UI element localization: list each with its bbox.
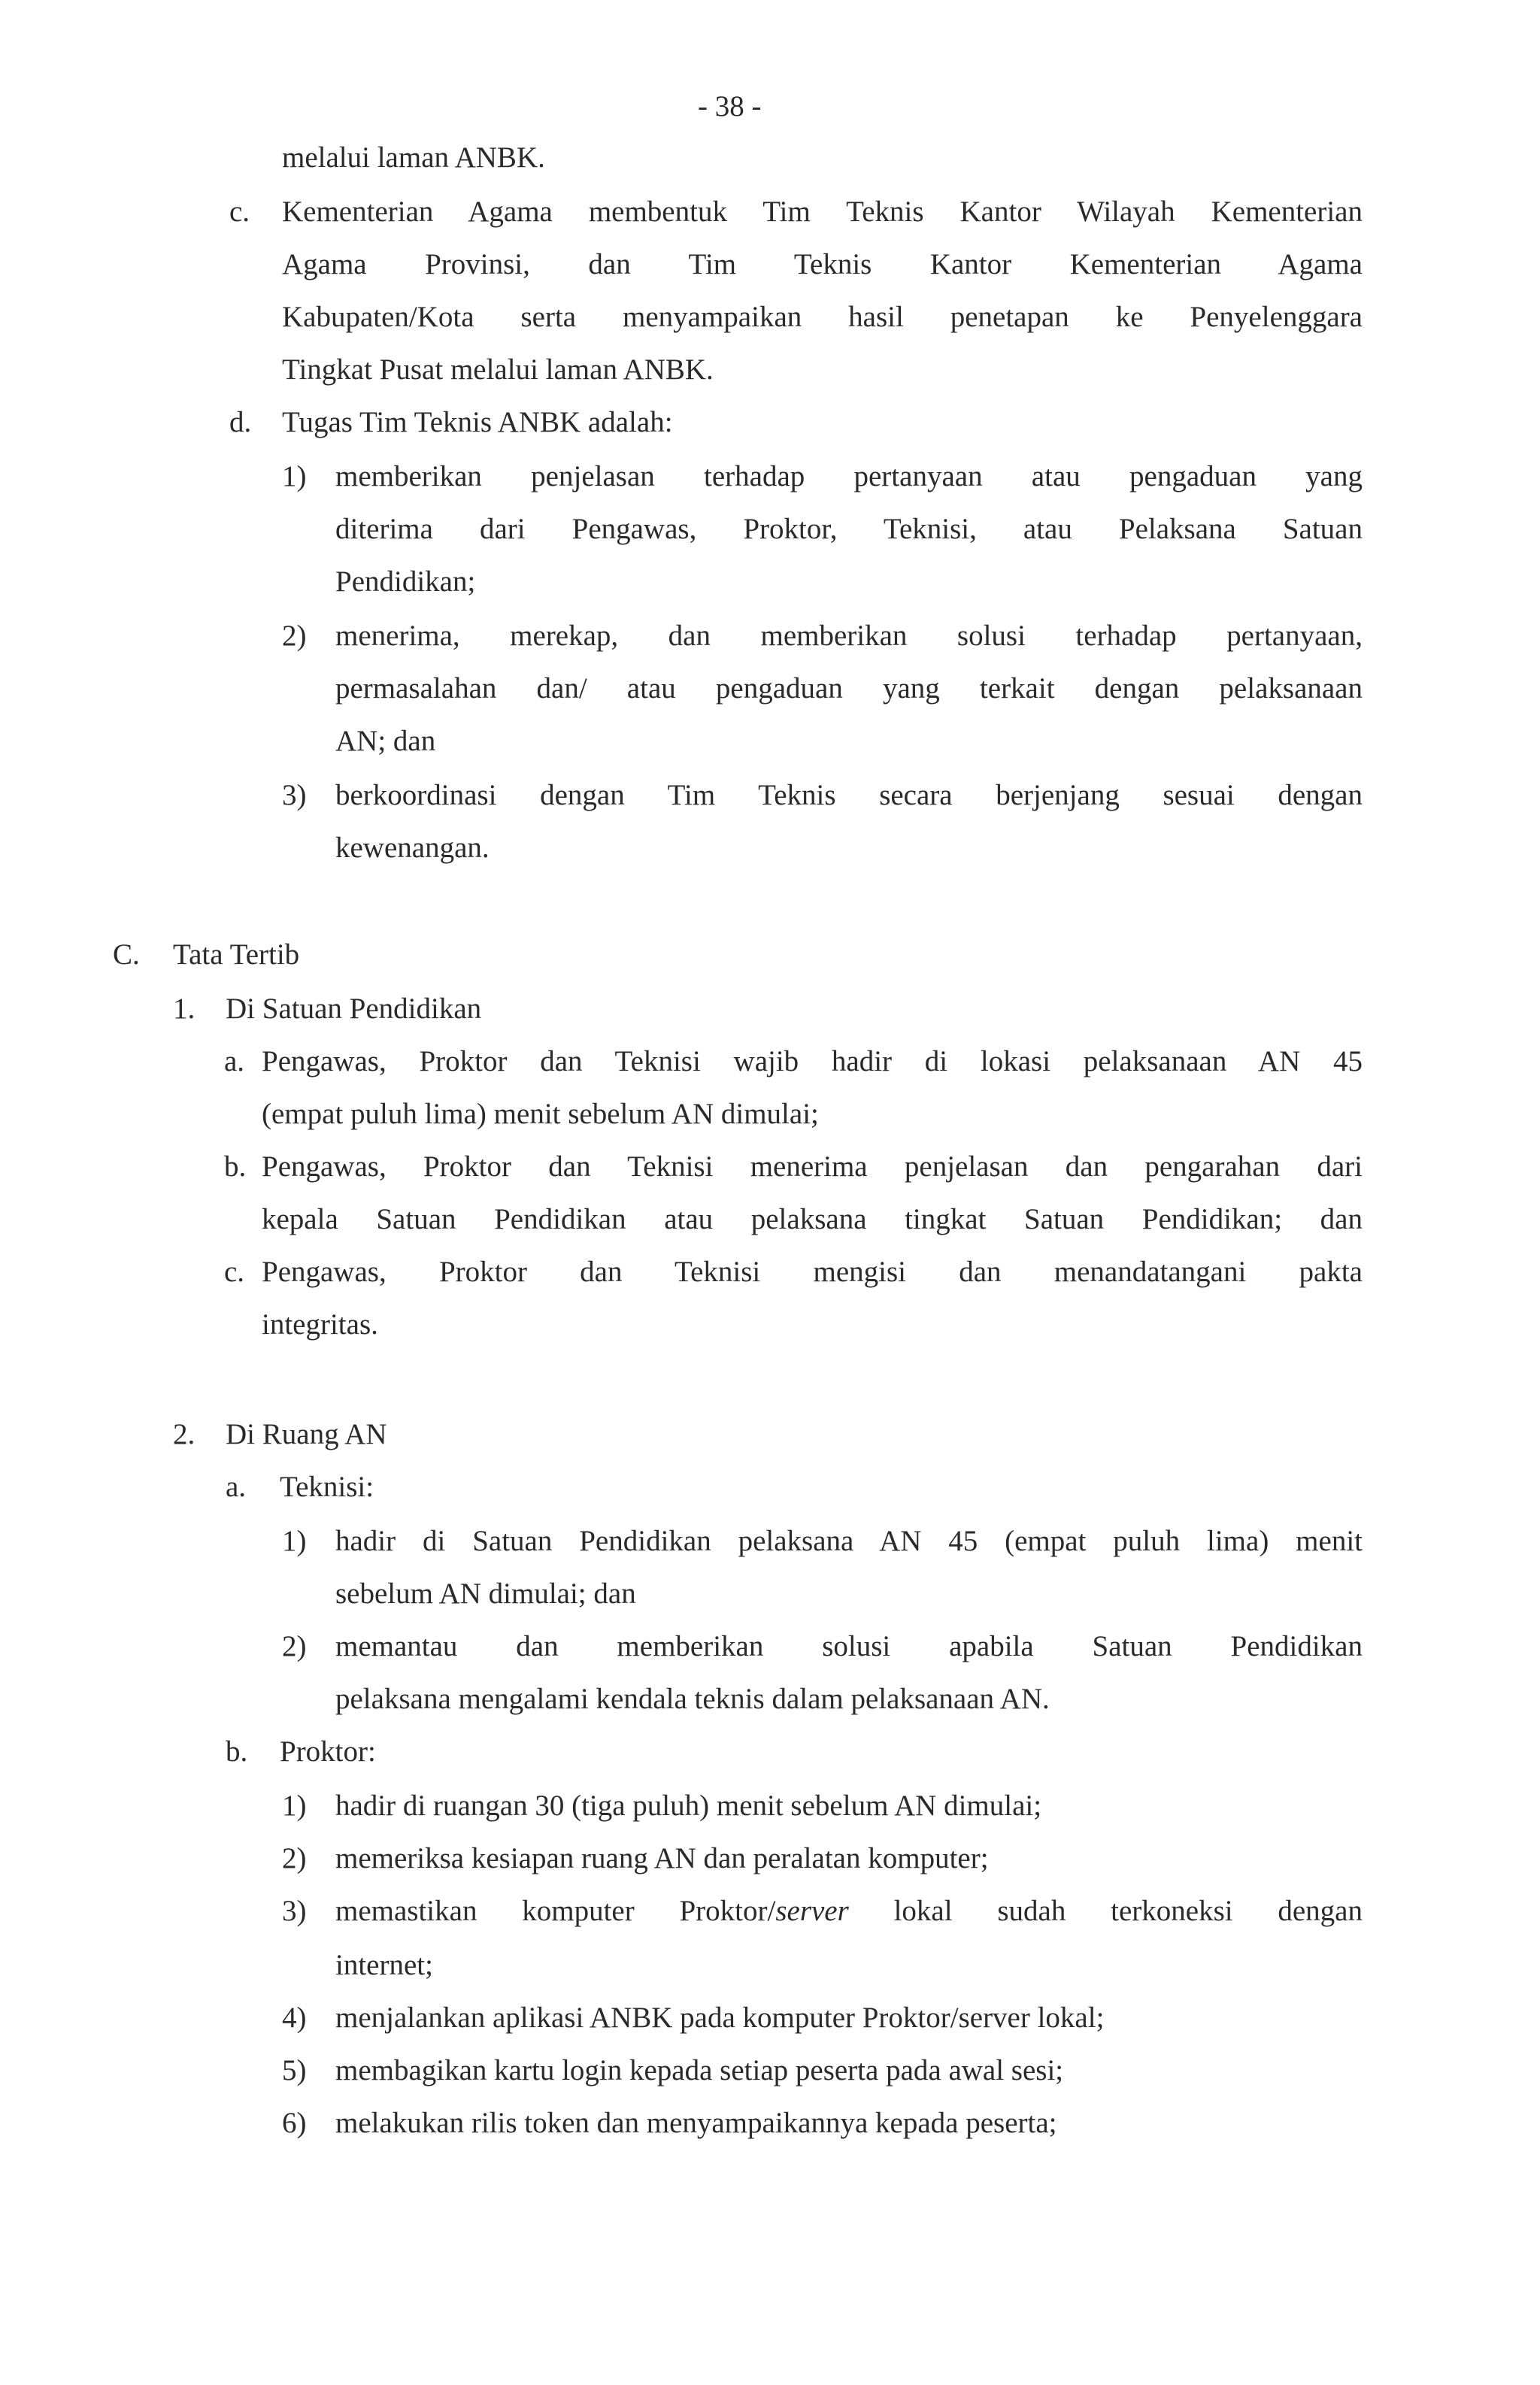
text-line: Pengawas, Proktor dan Teknisi wajib hadir di lokasi pelaksanaan AN 45: [262, 1045, 1363, 1077]
list-marker-1c: c.: [224, 1256, 245, 1288]
text-line: [335, 1896, 1363, 1926]
text-line: Pengawas, Proktor dan Teknisi menerima penjelasan dan pengarahan dari: [262, 1150, 1363, 1183]
list-marker-d: d.: [229, 406, 252, 438]
section-marker-C: C.: [113, 938, 140, 971]
list-marker-2a1: 1): [282, 1525, 307, 1557]
text-line: Kabupaten/Kota serta menyampaikan hasil penetapan ke Penyelenggara: [282, 301, 1363, 333]
list-marker-1b: b.: [224, 1150, 247, 1183]
section-heading: Tata Tertib: [173, 938, 300, 971]
list-marker-2b: b.: [226, 1735, 248, 1768]
text-line: memeriksa kesiapan ruang AN dan peralatan komputer;: [335, 1842, 989, 1874]
text-line: permasalahan dan/ atau pengaduan yang terkait dengan pelaksanaan: [335, 672, 1363, 705]
text-line: berkoordinasi dengan Tim Teknis secara berjenjang sesuai dengan: [335, 779, 1363, 811]
list-marker-2b1: 1): [282, 1790, 307, 1822]
text-line: hadir di ruangan 30 (tiga puluh) menit sebelum AN dimulai;: [335, 1790, 1042, 1822]
text-line: Pendidikan;: [335, 565, 476, 598]
text-run: memastikan komputer Proktor/: [335, 1895, 776, 1927]
text-line: memberikan penjelasan terhadap pertanyaan atau pengaduan yang: [335, 460, 1363, 492]
list-marker-2b5: 5): [282, 2054, 307, 2086]
subsection-heading: Di Ruang AN: [226, 1418, 387, 1450]
list-marker-1: 1.: [173, 992, 196, 1025]
text-line: melalui laman ANBK.: [282, 141, 545, 174]
list-marker-2a: a.: [226, 1471, 247, 1503]
text-line: Agama Provinsi, dan Tim Teknis Kantor Kementerian Agama: [282, 248, 1363, 280]
text-line: Tugas Tim Teknis ANBK adalah:: [282, 406, 673, 438]
list-marker-2a2: 2): [282, 1630, 307, 1662]
page-number: - 38 -: [698, 90, 762, 123]
text-line: memantau dan memberikan solusi apabila Satuan Pendidikan: [335, 1630, 1363, 1662]
list-marker-d3: 3): [282, 779, 307, 811]
text-line: Pengawas, Proktor dan Teknisi mengisi dan menandatangani pakta: [262, 1256, 1363, 1288]
list-marker-2b2: 2): [282, 1842, 307, 1874]
text-line: integritas.: [262, 1308, 378, 1341]
list-marker-2b3: 3): [282, 1895, 307, 1927]
text-line: pelaksana mengalami kendala teknis dalam pelaksanaan AN.: [335, 1683, 1050, 1715]
text-line: membagikan kartu login kepada setiap peserta pada awal sesi;: [335, 2054, 1064, 2086]
text-line: menerima, merekap, dan memberikan solusi terhadap pertanyaan,: [335, 620, 1363, 652]
text-line: AN; dan: [335, 725, 436, 757]
list-marker-d2: 2): [282, 620, 307, 652]
text-run: lokal sudah terkoneksi dengan: [848, 1895, 1363, 1927]
text-run-italic: server: [775, 1895, 849, 1927]
text-line: Kementerian Agama membentuk Tim Teknis Kantor Wilayah Kementerian: [282, 195, 1363, 228]
subsection-heading: Di Satuan Pendidikan: [226, 992, 482, 1025]
text-line: kepala Satuan Pendidikan atau pelaksana tingkat Satuan Pendidikan; dan: [262, 1203, 1363, 1235]
text-line: internet;: [335, 1949, 433, 1981]
text-line: menjalankan aplikasi ANBK pada komputer Proktor/server lokal;: [335, 2002, 1105, 2034]
text-line: kewenangan.: [335, 832, 490, 864]
list-marker-d1: 1): [282, 460, 307, 492]
text-line: diterima dari Pengawas, Proktor, Teknisi, atau Pelaksana Satuan: [335, 513, 1363, 545]
list-marker-1a: a.: [224, 1045, 245, 1077]
text-line: sebelum AN dimulai; dan: [335, 1577, 636, 1610]
list-marker-c: c.: [229, 195, 250, 228]
list-marker-2: 2.: [173, 1418, 196, 1450]
text-line: Proktor:: [280, 1735, 376, 1768]
list-marker-2b4: 4): [282, 2002, 307, 2034]
text-line: hadir di Satuan Pendidikan pelaksana AN 45 (empat puluh lima) menit: [335, 1525, 1363, 1557]
text-line: (empat puluh lima) menit sebelum AN dimulai;: [262, 1098, 819, 1130]
text-line: Teknisi:: [280, 1471, 374, 1503]
text-line: melakukan rilis token dan menyampaikannya kepada peserta;: [335, 2107, 1057, 2139]
list-marker-2b6: 6): [282, 2107, 307, 2139]
text-line: Tingkat Pusat melalui laman ANBK.: [282, 353, 714, 386]
